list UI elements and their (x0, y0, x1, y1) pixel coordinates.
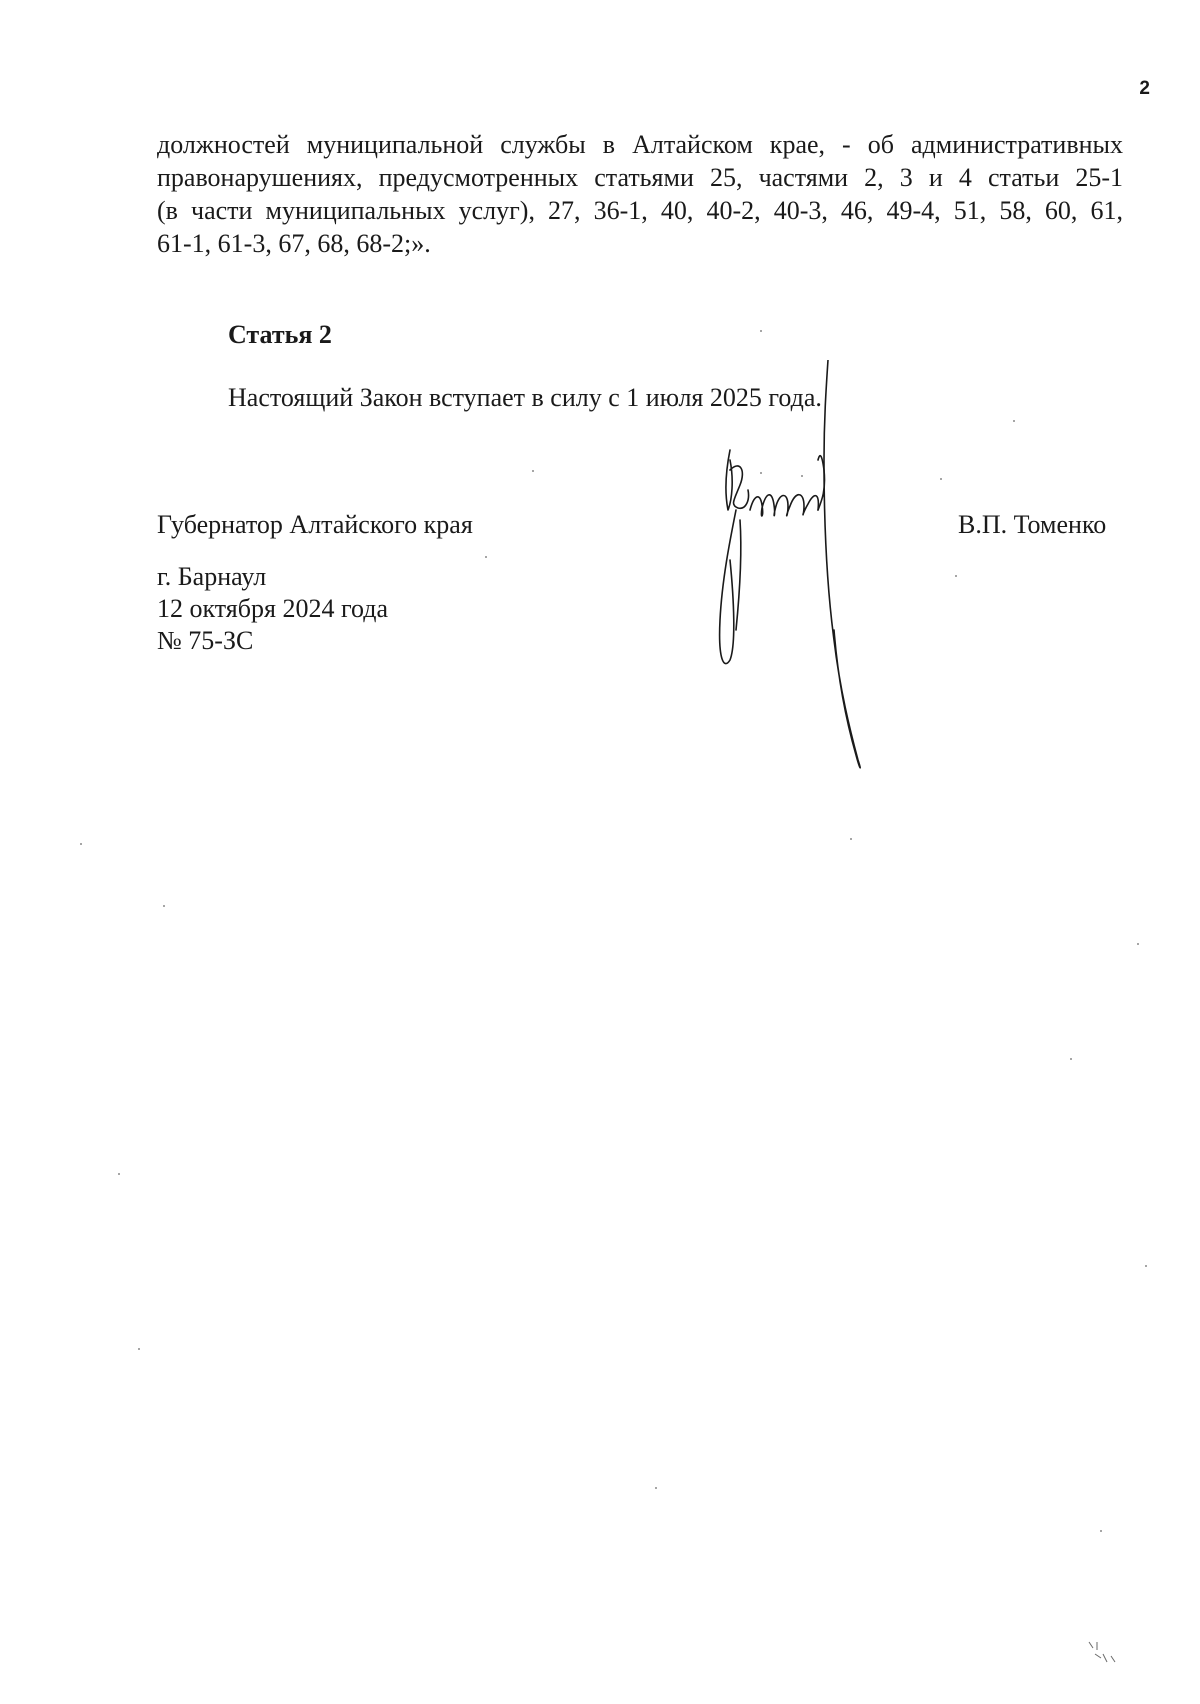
scan-speck (850, 838, 852, 840)
scan-speck (760, 472, 762, 474)
paragraph-line: (в части муниципальных услуг), 27, 36-1, 40, 40-2, 40-3, 46, 49-4, 51, 58, 60, 61, (157, 196, 1123, 225)
paragraph-line: должностей муниципальной службы в Алтайском крае, - об административных (157, 130, 1123, 159)
signatory-name: В.П. Томенко (958, 510, 1107, 539)
article-text: Настоящий Закон вступает в силу с 1 июля 2025 года. (228, 383, 822, 412)
scan-speck (163, 905, 165, 907)
article-title: Статья 2 (228, 320, 332, 349)
continuation-paragraph (157, 128, 1123, 260)
scan-speck (485, 556, 487, 558)
scan-speck (1100, 1530, 1102, 1532)
scan-speck (1013, 420, 1015, 422)
scan-speck (760, 330, 762, 332)
scan-speck (801, 475, 803, 477)
signatory-position: Губернатор Алтайского края (157, 510, 473, 539)
law-meta (157, 561, 388, 657)
scan-speck (1137, 943, 1139, 945)
law-date: 12 октября 2024 года (157, 594, 388, 623)
law-city: г. Барнаул (157, 562, 267, 591)
scan-speck (118, 1173, 120, 1175)
scan-speck (138, 1348, 140, 1350)
scan-speck (955, 575, 957, 577)
scan-speck (80, 843, 82, 845)
scan-speck (655, 1487, 657, 1489)
scan-speck (940, 478, 942, 480)
paragraph-line: 61-1, 61-3, 67, 68, 68-2;». (157, 229, 431, 258)
page-number: 2 (1139, 78, 1150, 99)
paragraph-line: правонарушениях, предусмотренных статьями 25, частями 2, 3 и 4 статьи 25-1 (157, 163, 1123, 192)
scan-mark (1085, 1640, 1125, 1670)
scan-speck (532, 470, 534, 472)
scan-speck (1070, 1058, 1072, 1060)
handwritten-signature (700, 360, 900, 780)
scan-speck (1145, 1265, 1147, 1267)
law-number: № 75-ЗС (157, 626, 254, 655)
